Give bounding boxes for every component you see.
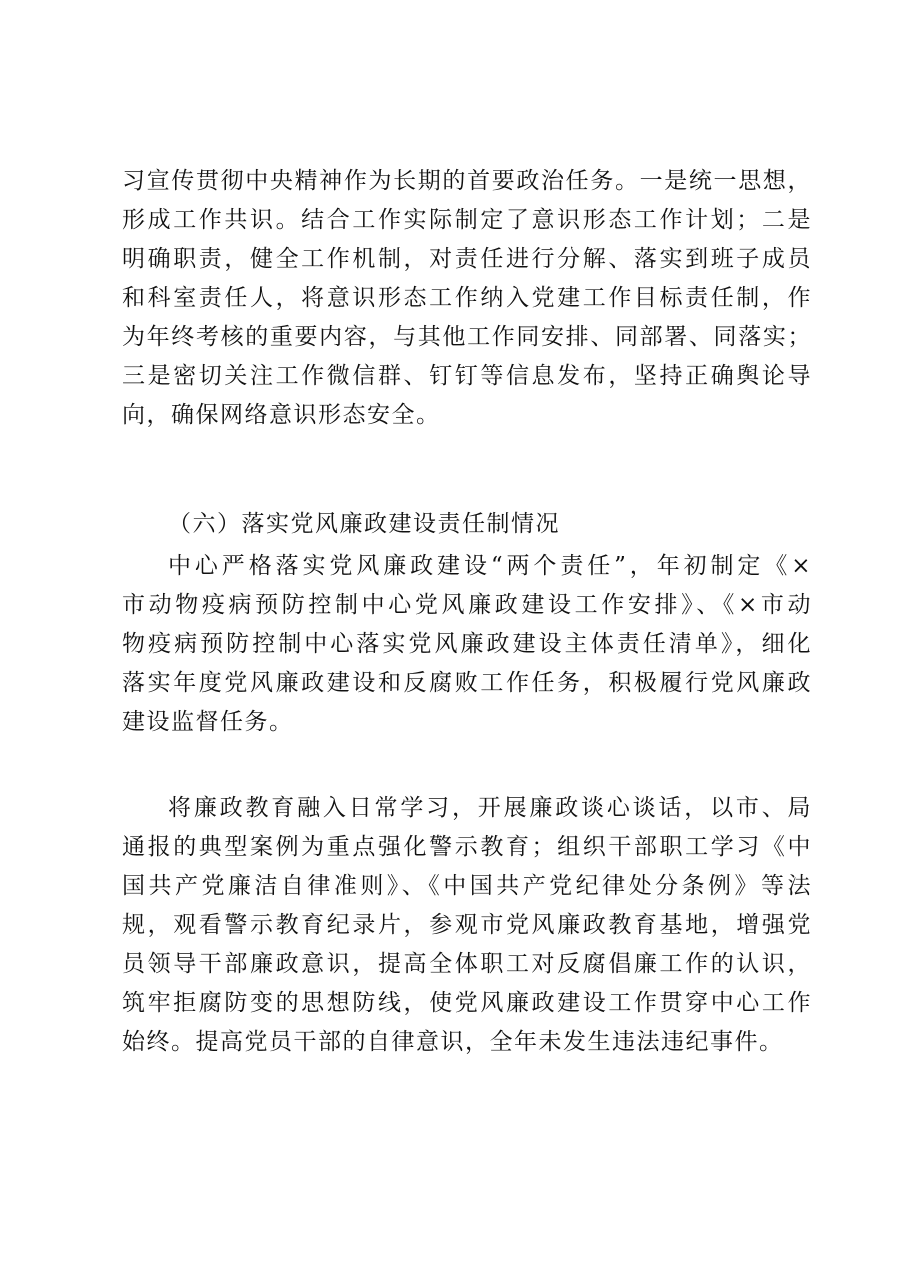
paragraph-line: 员领导干部廉政意识，提高全体职工对反腐倡廉工作的认识，: [122, 951, 812, 977]
paragraph-responsibility-system: [122, 547, 812, 742]
paragraph-line: 中心严格落实党风廉政建设“两个责任”，年初制定《×: [168, 553, 812, 579]
paragraph-line: 通报的典型案例为重点强化警示教育；组织干部职工学习《中: [122, 834, 812, 860]
paragraph-line: 将廉政教育融入日常学习，开展廉政谈心谈话，以市、局: [168, 795, 812, 821]
paragraph-integrity-education: [122, 789, 812, 1062]
paragraph-line: 物疫病预防控制中心落实党风廉政建设主体责任清单》，细化: [122, 631, 812, 657]
paragraph-line: 和科室责任人，将意识形态工作纳入党建工作目标责任制，作: [122, 285, 812, 311]
paragraph-line: 落实年度党风廉政建设和反腐败工作任务，积极履行党风廉政: [122, 670, 812, 696]
paragraph-line: 形成工作共识。结合工作实际制定了意识形态工作计划；二是: [122, 207, 812, 233]
paragraph-line: 明确职责，健全工作机制，对责任进行分解、落实到班子成员: [122, 246, 812, 272]
paragraph-line: 向，确保网络意识形态安全。: [122, 402, 441, 428]
paragraph-line: 三是密切关注工作微信群、钉钉等信息发布，坚持正确舆论导: [122, 363, 812, 389]
paragraph-line: 为年终考核的重要内容，与其他工作同安排、同部署、同落实；: [122, 324, 812, 350]
paragraph-ideology-work: [122, 162, 812, 435]
paragraph-line: 规，观看警示教育纪录片，参观市党风廉政教育基地，增强党: [122, 912, 812, 938]
section-heading: （六）落实党风廉政建设责任制情况: [168, 511, 560, 537]
paragraph-line: 筑牢拒腐防变的思想防线，使党风廉政建设工作贯穿中心工作: [122, 990, 812, 1016]
paragraph-line: 市动物疫病预防控制中心党风廉政建设工作安排》、《×市动: [122, 592, 812, 618]
paragraph-line: 始终。提高党员干部的自律意识，全年未发生违法违纪事件。: [122, 1029, 784, 1055]
paragraph-line: 国共产党廉洁自律准则》、《中国共产党纪律处分条例》等法: [122, 873, 812, 899]
paragraph-line: 习宣传贯彻中央精神作为长期的首要政治任务。一是统一思想，: [122, 168, 812, 194]
paragraph-line: 建设监督任务。: [122, 709, 294, 735]
